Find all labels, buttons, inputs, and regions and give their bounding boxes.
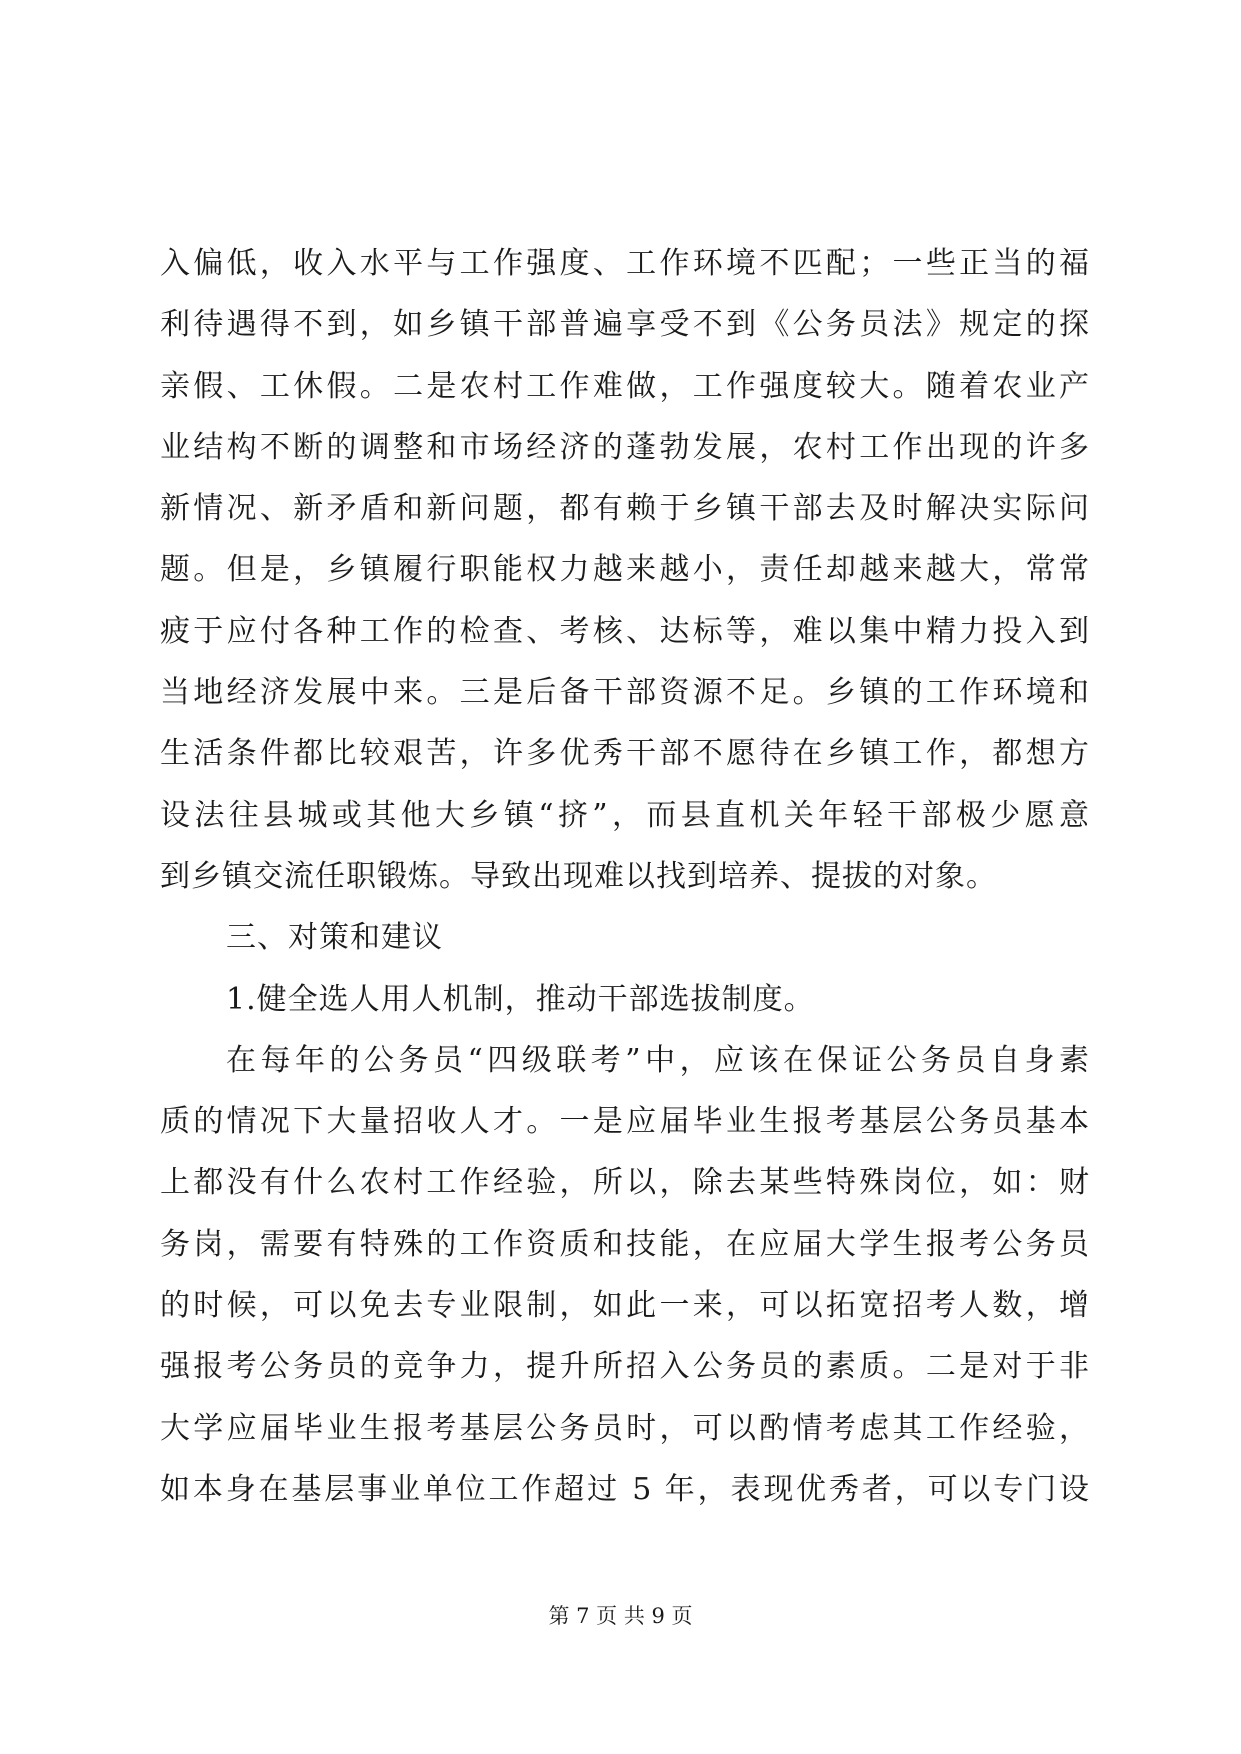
text-line-19: 强报考公务员的竞争力，提升所招入公务员的素质。二是对于非 (160, 1349, 1090, 1385)
text-line-17: 务岗，需要有特殊的工作资质和技能，在应届大学生报考公务员 (160, 1226, 1090, 1262)
text-line-5: 新情况、新矛盾和新问题，都有赖于乡镇干部去及时解决实际问 (160, 491, 1090, 527)
text-line-3: 亲假、工休假。二是农村工作难做，工作强度较大。随着农业产 (160, 368, 1090, 404)
text-line-11: 到乡镇交流任职锻炼。导致出现难以找到培养、提拔的对象。 (160, 858, 997, 894)
text-line-20: 大学应届毕业生报考基层公务员时，可以酌情考虑其工作经验， (160, 1410, 1090, 1446)
text-line-6: 题。但是，乡镇履行职能权力越来越小，责任却越来越大，常常 (160, 552, 1090, 588)
section-heading: 三、对策和建议 (226, 920, 443, 956)
text-line-9: 生活条件都比较艰苦，许多优秀干部不愿待在乡镇工作，都想方 (160, 736, 1090, 772)
text-line-7: 疲于应付各种工作的检查、考核、达标等，难以集中精力投入到 (160, 613, 1090, 649)
subsection-heading: 1.健全选人用人机制，推动干部选拔制度。 (226, 981, 815, 1017)
text-line-21: 如本身在基层事业单位工作超过 5 年，表现优秀者，可以专门设 (160, 1471, 1090, 1507)
text-line-2: 利待遇得不到，如乡镇干部普遍享受不到《公务员法》规定的探 (160, 307, 1090, 343)
text-line-18: 的时候，可以免去专业限制，如此一来，可以拓宽招考人数，增 (160, 1288, 1090, 1324)
text-line-14: 在每年的公务员“四级联考”中，应该在保证公务员自身素 (226, 1042, 1090, 1078)
text-line-10: 设法往县城或其他大乡镇“挤”，而县直机关年轻干部极少愿意 (160, 797, 1090, 833)
text-line-1: 入偏低，收入水平与工作强度、工作环境不匹配；一些正当的福 (160, 246, 1090, 281)
text-line-4: 业结构不断的调整和市场经济的蓬勃发展，农村工作出现的许多 (160, 429, 1090, 465)
text-line-16: 上都没有什么农村工作经验，所以，除去某些特殊岗位，如：财 (160, 1165, 1090, 1201)
page-footer (0, 1602, 1241, 1630)
page-number-label: 第 7 页 共 9 页 (548, 1604, 693, 1628)
text-line-15: 质的情况下大量招收人才。一是应届毕业生报考基层公务员基本 (160, 1104, 1090, 1140)
document-body (160, 233, 1090, 1520)
text-line-8: 当地经济发展中来。三是后备干部资源不足。乡镇的工作环境和 (160, 675, 1090, 711)
